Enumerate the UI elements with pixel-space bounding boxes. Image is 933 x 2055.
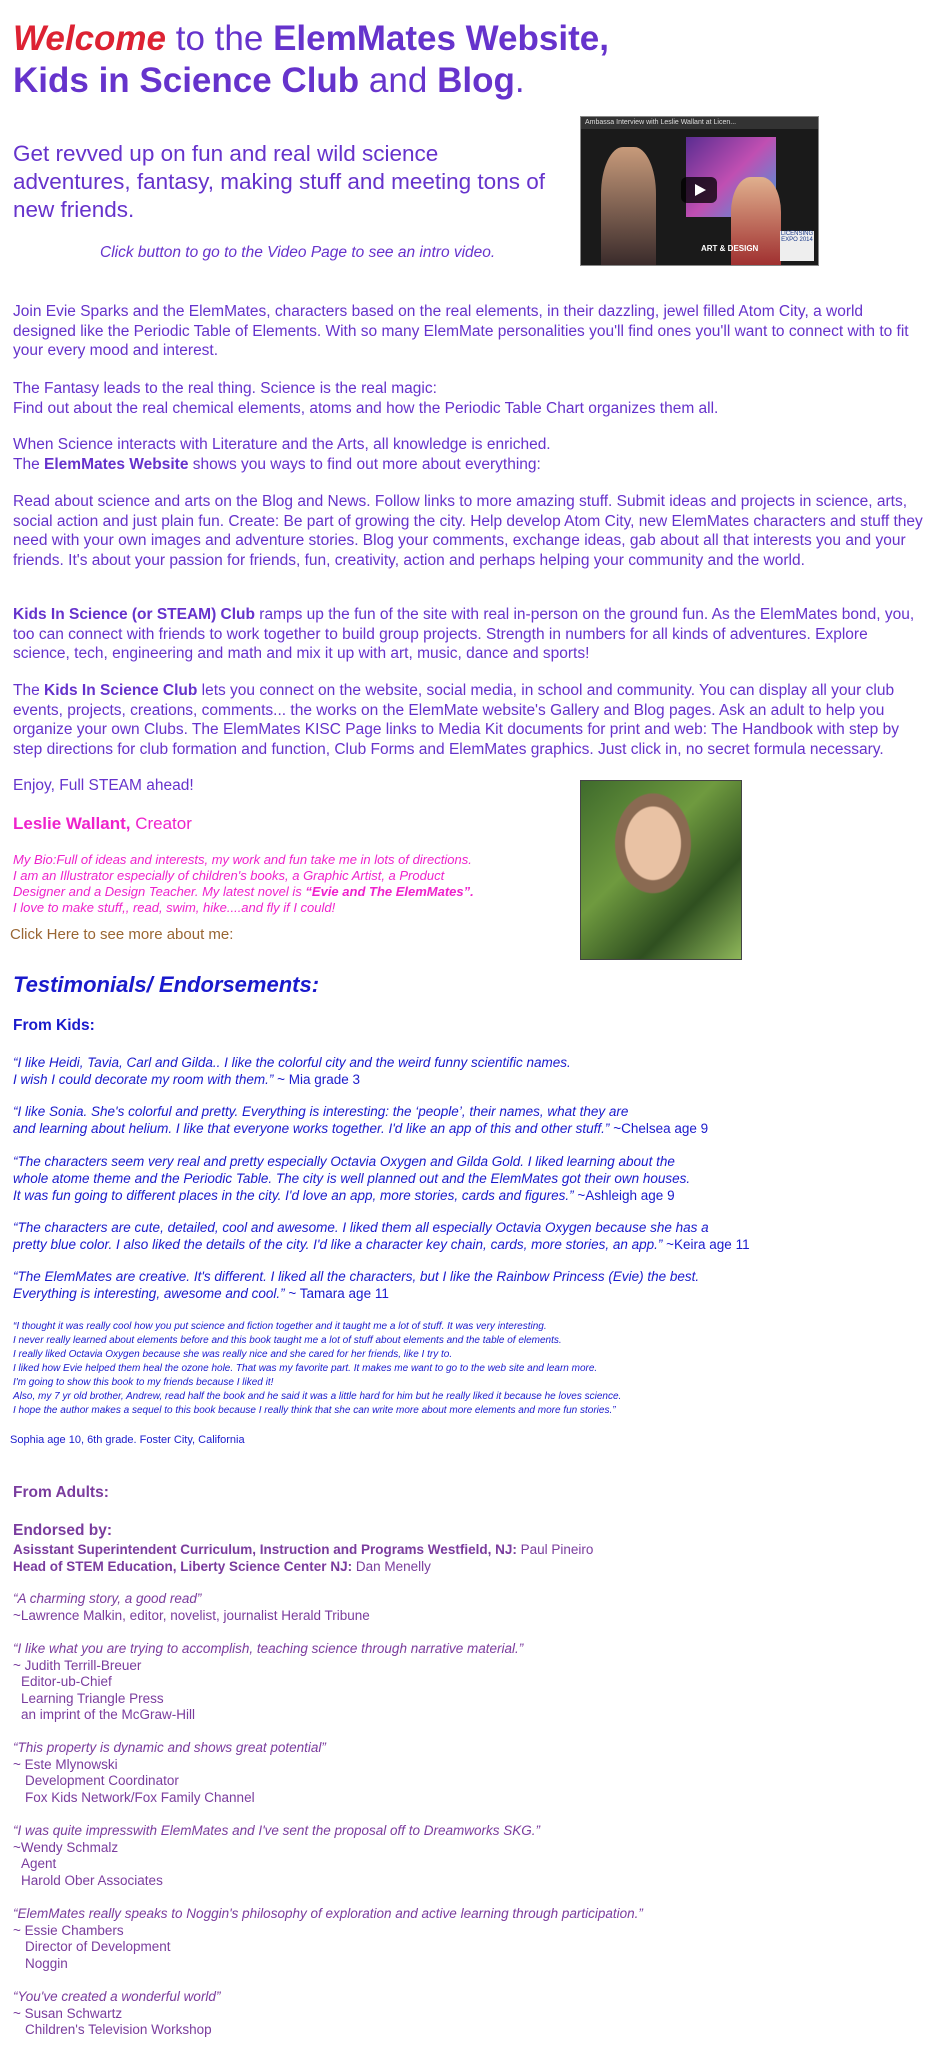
sophia-attribution: Sophia age 10, 6th grade. Foster City, California	[10, 1434, 245, 1446]
creator-bio: My Bio:Full of ideas and interests, my work and fun take me in lots of directions. I am an Illustrator especially of children's books, a Graphic Artist, a Product Designer and a Design Teacher. My latest novel is “Evie and The ElemMates”. I love to make stuff,, read, swim, hike....and fly if I could!	[13, 852, 474, 915]
video-instruction: Click button to go to the Video Page to see an intro video.	[100, 244, 496, 261]
sophia-testimonial: “I thought it was really cool how you put science and fiction together and it taught me a lot of stuff. It was very interesting. I never really learned about elements before and this book taught me a lot of stuff about elements and the table of elements. I really liked Octavia Oxygen because she was really nice and she cared for her friends, like I try to. I liked how Evie helped them heal the ozone hole. That was my favorite part. It makes me want to go to the web site and learn more. I'm going to show this book to my friends because I liked it! Also, my 7 yr old brother, Andrew, read half the book and he said it was a little hard for him but he really liked it because he loves science. I hope the author makes a sequel to this book because I really think that she can write more about more elements and more fun stories.”	[13, 1321, 622, 1416]
title-welcome: Welcome	[13, 19, 167, 58]
paragraph-club: The Kids In Science Club lets you connect on the website, social media, in school and community. You can display all your club events, projects, creations, comments... the works on the ElemMate website's Gallery and Blog pages. Ask an adult to help you organize your own Clubs. The ElemMates KISC Page links to Media Kit documents for print and web: The Handbook with step by step directions for club formation and function, Club Forms and ElemMates graphics. Just click in, no secret formula necessary.	[13, 682, 899, 758]
adult-testimonial: “ElemMates really speaks to Noggin's philosophy of exploration and active learning through participation.” ~ Essie Chambers Director of Development Noggin	[13, 1906, 643, 1971]
adult-testimonial: “You've created a wonderful world” ~ Susan Schwartz Children's Television Workshop	[13, 1989, 221, 2037]
intro-video-thumbnail[interactable]	[580, 116, 819, 266]
creator-name: Leslie Wallant, Creator	[13, 814, 192, 833]
testimonials-heading: Testimonials/ Endorsements:	[13, 972, 320, 997]
licensing-expo-logo: LICENSING EXPO 2014	[780, 231, 814, 261]
kid-testimonial: “The ElemMates are creative. It's different. I liked all the characters, but I like the Rainbow Princess (Evie) the best. Everything is interesting, awesome and cool.” ~ Tamara age 11	[13, 1269, 700, 1301]
intro-text: Get revved up on fun and real wild science adventures, fantasy, making stuff and meeting tons of new friends.	[13, 141, 545, 222]
interviewer-figure	[601, 147, 656, 265]
paragraph-enjoy: Enjoy, Full STEAM ahead!	[13, 777, 194, 794]
endorsement-line: Head of STEM Education, Liberty Science Center NJ: Dan Menelly	[13, 1559, 431, 1574]
creator-photo	[580, 780, 742, 960]
kid-testimonial: “The characters are cute, detailed, cool and awesome. I liked them all especially Octavia Oxygen because she has a pretty blue color. I also liked the details of the city. I'd like a character key chain, cards, more stories, an app.” ~Keira age 11	[13, 1220, 750, 1252]
paragraph-fantasy: The Fantasy leads to the real thing. Science is the real magic: Find out about the real chemical elements, atoms and how the Periodic Table Chart organizes them all.	[13, 380, 719, 417]
about-me-link[interactable]: Click Here to see more about me:	[10, 926, 234, 943]
adult-testimonial: “I like what you are trying to accomplish, teaching science through narrative material.” ~ Judith Terrill-Breuer Editor-ub-Chief Learning Triangle Press an imprint of the McGraw-Hill	[13, 1641, 524, 1722]
adult-testimonial: “This property is dynamic and shows great potential” ~ Este Mlynowski Development Coordinator Fox Kids Network/Fox Family Channel	[13, 1740, 326, 1805]
from-kids-heading: From Kids:	[13, 1017, 95, 1034]
video-title-bar: Ambassa Interview with Leslie Wallant at Licen...	[581, 117, 819, 129]
page-title: Welcome to the ElemMates Website, Kids in Science Club and Blog.	[13, 19, 609, 100]
endorsed-by-heading: Endorsed by:	[13, 1522, 113, 1539]
endorsement-line: Asisstant Superintendent Curriculum, Instruction and Programs Westfield, NJ: Paul Pineiro	[13, 1542, 594, 1557]
paragraph-blog: Read about science and arts on the Blog and News. Follow links to more amazing stuff. Submit ideas and projects in science, arts, social action and just plain fun. Create: Be part of growing the city. Help develop Atom City, new ElemMates characters and stuff they need with your own images and adventure stories. Blog your comments, exchange ideas, gab about all that interests you and your friends. It's about your passion for friends, fun, creativity, action and perhaps helping your community and the world.	[13, 493, 923, 569]
paragraph-kisc: Kids In Science (or STEAM) Club ramps up the fun of the site with real in-person on the ground fun. As the ElemMates bond, you, too can connect with friends to work together to build group projects. Strength in numbers for all kinds of adventures. Explore science, tech, engineering and math and mix it up with art, music, dance and sports!	[13, 606, 915, 662]
kid-testimonial: “I like Sonia. She's colorful and pretty. Everything is interesting: the ‘people’, their names, what they are and learning about helium. I like that everyone works together. I'd like an app of this and other stuff.” ~Chelsea age 9	[13, 1104, 709, 1136]
kid-testimonial: “The characters seem very real and pretty especially Octavia Oxygen and Gilda Gold. I liked learning about the whole atome theme and the Periodic Table. The city is well planned out and the ElemMates got their own houses. It was fun going to different places in the city. I'd love an app, more stories, cards and figures.” ~Ashleigh age 9	[13, 1154, 691, 1203]
paragraph-science: When Science interacts with Literature and the Arts, all knowledge is enriched. The ElemMates Website shows you ways to find out more about everything:	[13, 436, 551, 473]
kid-testimonial: “I like Heidi, Tavia, Carl and Gilda.. I like the colorful city and the weird funny scientific names. I wish I could decorate my room with them.” ~ Mia grade 3	[13, 1055, 571, 1087]
adult-testimonial: “A charming story, a good read” ~Lawrence Malkin, editor, novelist, journalist Herald Tribune	[13, 1591, 370, 1623]
from-adults-heading: From Adults:	[13, 1484, 109, 1501]
paragraph-intro: Join Evie Sparks and the ElemMates, characters based on the real elements, in their dazzling, jewel filled Atom City, a world designed like the Periodic Table of Elements. With so many ElemMate personalities you'll find ones you'll want to connect with to fit your every mood and interest.	[13, 303, 909, 359]
adult-testimonial: “I was quite impresswith ElemMates and I've sent the proposal off to Dreamworks SKG.” ~Wendy Schmalz Agent Harold Ober Associates	[13, 1823, 541, 1888]
play-icon[interactable]	[681, 177, 717, 203]
video-caption: ART & DESIGN	[701, 244, 759, 253]
